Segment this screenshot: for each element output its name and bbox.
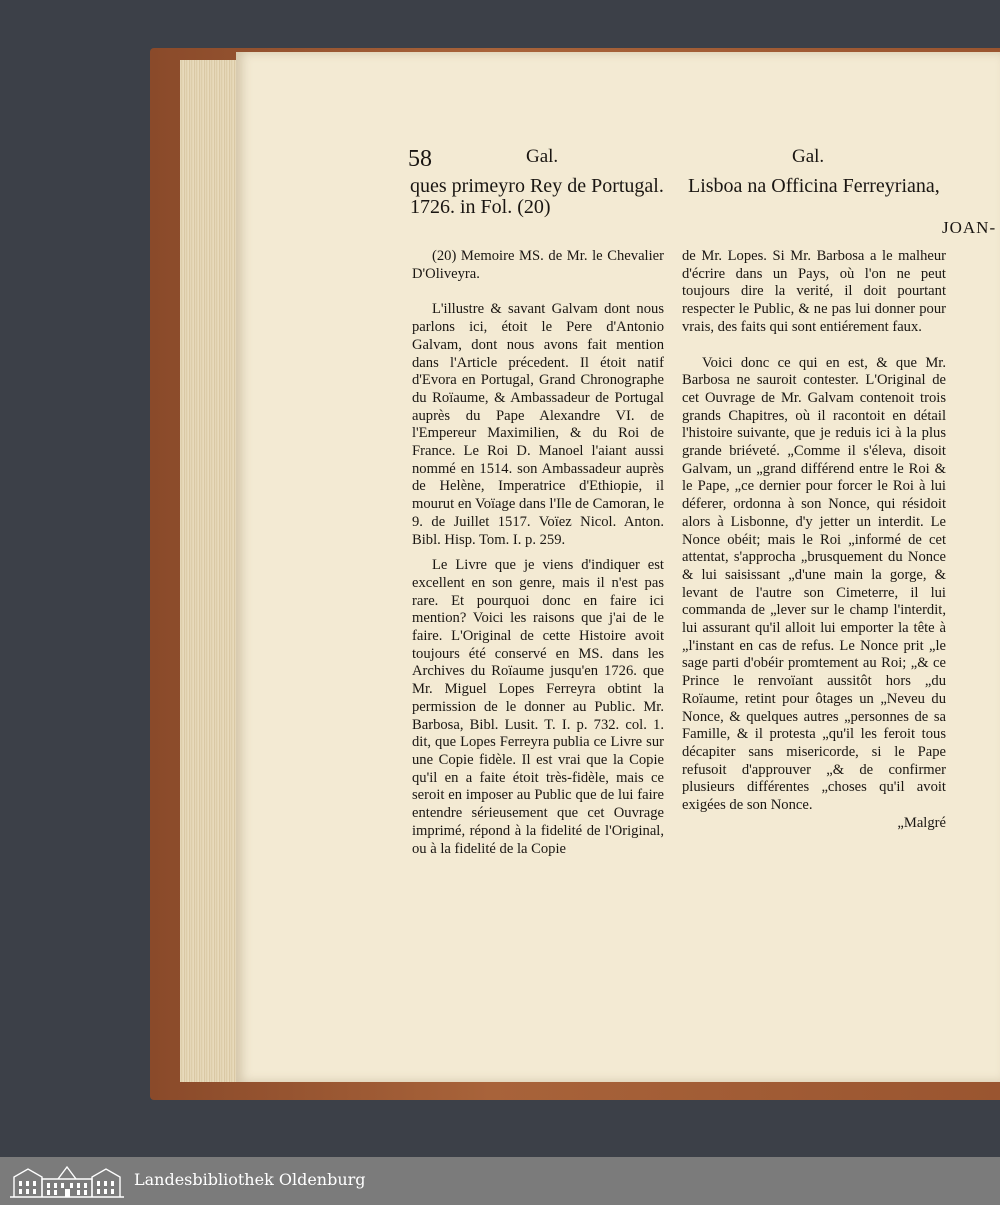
title-left-block xyxy=(410,176,664,218)
right-column xyxy=(682,248,946,833)
right-paragraph-1: de Mr. Lopes. Si Mr. Barbosa a le malheur d'écrire dans un Pays, où l'on ne peut toujours dire la verité, il doit pourtant respecter le Public, & ne pas lui donner pour vrais, des faits qui sont entiérement faux. xyxy=(682,248,946,335)
left-column xyxy=(412,248,664,858)
book-page xyxy=(236,52,1000,1082)
library-name: Landesbibliothek Oldenburg xyxy=(134,1170,366,1189)
running-head-right: Gal. xyxy=(792,146,825,167)
title-right-line-1: Lisboa na Officina Ferreyriana, xyxy=(688,175,940,197)
catchword-bottom: „Malgré xyxy=(897,814,946,831)
right-paragraph-2: Voici donc ce qui en est, & que Mr. Barbosa ne sauroit contester. L'Original de cet Ouvrage de Mr. Galvam contenoit trois grands Chapitres, où il racontoit en détail l'histoire suivante, que je reduis ici à la plus grande briéveté. „Comme il s'éleva, disoit Galvam, un „grand différend entre le Roi & le Pape, „ce dernier pour forcer le Roi à lui déferer, ordonna à son Nonce, qui résidoit alors à Lisbonne, d'y jetter un interdit. Le Nonce obéit; mais le Roi „informé de cet attentat, s'approcha „brusquement du Nonce & lui saisissant „d'une main la gorge, & levant de l'autre son Cimeterre, il lui commanda de „lever sur le champ l'interdit, lui assurant qu'il alloit lui emporter la tête à „l'instant en cas de refus. Le Nonce prit „le sage parti d'obéir promtement au Roi; „& ce Prince le renvoïant aussitôt hors „du Roïaume, retint pour ôtages un „Neveu du Nonce, & quelques autres „personnes de sa Famille, & il protesta „qu'il les feroit tous décapiter sans misericorde, si le Pape refusoit d'approuver „& de confirmer plusieurs différentes „choses qu'il avoit exigées de son Nonce. xyxy=(682,354,946,814)
title-left-line-2: 1726. in Fol. (20) xyxy=(410,196,551,218)
library-building-icon xyxy=(8,1161,126,1201)
title-left-line-1: ques primeyro Rey de Portugal. xyxy=(410,175,664,197)
catchword-top: JOAN- xyxy=(942,218,997,237)
page-edges xyxy=(180,60,240,1082)
left-paragraph-2: Le Livre que je viens d'indiquer est excellent en son genre, mais il n'est pas rare. Et pourquoi donc en faire ici mention? Voici les raisons que j'ai de le faire. L'Original de cette Histoire avoit toujours été conservé en MS. dans les Archives du Roïaume jusqu'en 1726. que Mr. Miguel Lopes Ferreyra obtint la permission de le donner au Public. Mr. Barbosa, Bibl. Lusit. T. I. p. 732. col. 1. dit, que Lopes Ferreyra publia ce Livre sur une Copie fidèle. Il est vrai que la Copie qu'il en a faite étoit très-fidèle, mais ce seroit en imposer au Public que de lui faire entendre sérieusement que cet Ouvrage imprimé, répond à la fidelité de l'Original, ou à la fidelité de la Copie xyxy=(412,557,664,857)
footnote-20: (20) Memoire MS. de Mr. le Chevalier D'Oliveyra. xyxy=(412,248,664,282)
running-head-left: Gal. xyxy=(526,146,559,167)
left-paragraph-1: L'illustre & savant Galvam dont nous parlons ici, étoit le Pere d'Antonio Galvam, dont nous avons fait mention dans l'Article précedent. Il étoit natif d'Evora en Portugal, Grand Chronographe du Roïaume, & Ambassadeur de Portugal auprès du Pape Alexandre VI. de l'Empereur Maximilien, & du Roi de France. Le Roi D. Manoel l'aiant aussi nommé en 1514. son Ambassadeur auprès de Helène, Imperatrice d'Ethiopie, il mourut en Voïage dans l'Ile de Camoran, le 9. de Juillet 1517. Voïez Nicol. Anton. Bibl. Hisp. Tom. I. p. 259. xyxy=(412,301,664,548)
footer-bar xyxy=(0,1157,1000,1205)
page-number: 58 xyxy=(408,146,432,172)
